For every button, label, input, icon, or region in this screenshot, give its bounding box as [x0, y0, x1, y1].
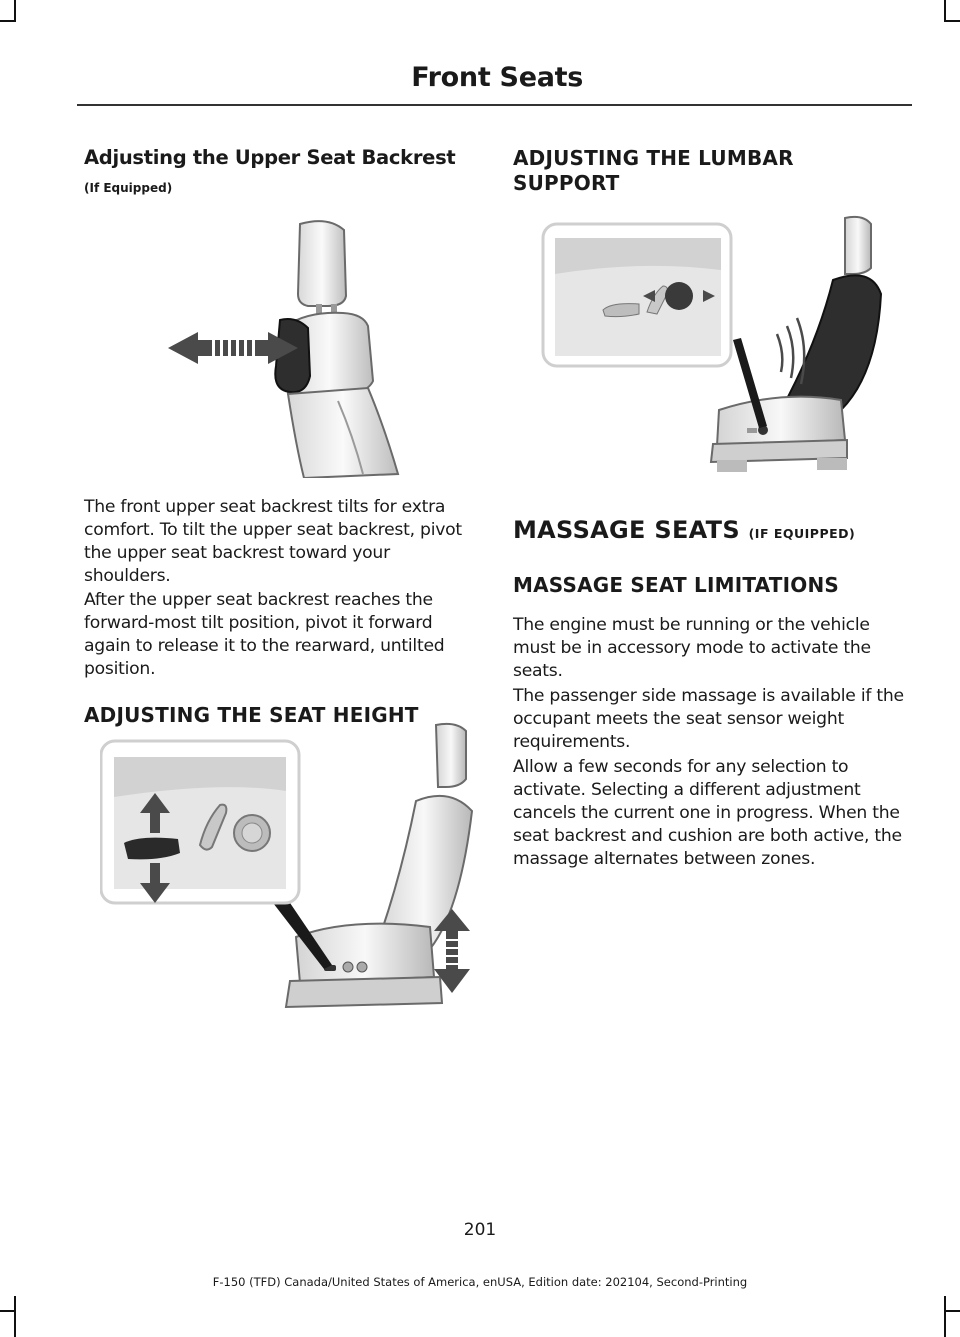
if-equipped-note: (If Equipped) [84, 181, 173, 195]
lumbar-heading-line-2: SUPPORT [513, 171, 620, 195]
crop-mark [944, 1310, 960, 1312]
massage-paragraph-3: Allow a few seconds for any selection to activate. Selecting a different adjustment cancels the current one in progress. When the seat backrest and cushion are both active, the massage alternates between zones. [513, 757, 902, 869]
header-rule [77, 104, 912, 106]
upper-backrest-paragraph-1: The front upper seat backrest tilts for extra comfort. To tilt the upper seat backrest, pivot the upper seat backrest toward your shoulders. [84, 497, 462, 586]
page-number: 201 [463, 1220, 497, 1240]
seat-height-heading: ADJUSTING THE SEAT HEIGHT [84, 703, 419, 727]
crop-mark [14, 0, 16, 22]
massage-paragraph-1: The engine must be running or the vehicle must be in accessory mode to activate the seats. [513, 615, 871, 681]
lumbar-heading-line-1: ADJUSTING THE LUMBAR [513, 146, 794, 170]
lumbar-support-illustration [541, 214, 907, 476]
page-section-title: Front Seats [411, 62, 583, 93]
crop-mark [944, 1296, 946, 1337]
massage-limitations-heading: MASSAGE SEAT LIMITATIONS [513, 573, 839, 597]
massage-paragraph-2: The passenger side massage is available if the occupant meets the seat sensor weight requirements. [513, 686, 904, 752]
upper-backrest-heading: Adjusting the Upper Seat Backrest [84, 146, 456, 169]
edition-footer: F-150 (TFD) Canada/United States of America, enUSA, Edition date: 202104, Second-Printing [212, 1275, 748, 1289]
crop-mark [0, 1310, 16, 1312]
upper-backrest-paragraph-2: After the upper seat backrest reaches the forward-most tilt position, pivot it forward again to release it to the rearward, untilted position. [84, 590, 445, 679]
crop-mark [944, 20, 960, 22]
seat-height-illustration [100, 721, 476, 1011]
massage-seats-heading-text: MASSAGE SEATS [513, 516, 740, 544]
massage-seats-if-equipped: (IF EQUIPPED) [748, 526, 856, 541]
crop-mark [14, 1296, 16, 1337]
lumbar-heading [513, 146, 794, 196]
massage-seats-heading [513, 516, 855, 544]
crop-mark [0, 20, 16, 22]
crop-mark [944, 0, 946, 22]
upper-backrest-illustration [168, 216, 468, 478]
